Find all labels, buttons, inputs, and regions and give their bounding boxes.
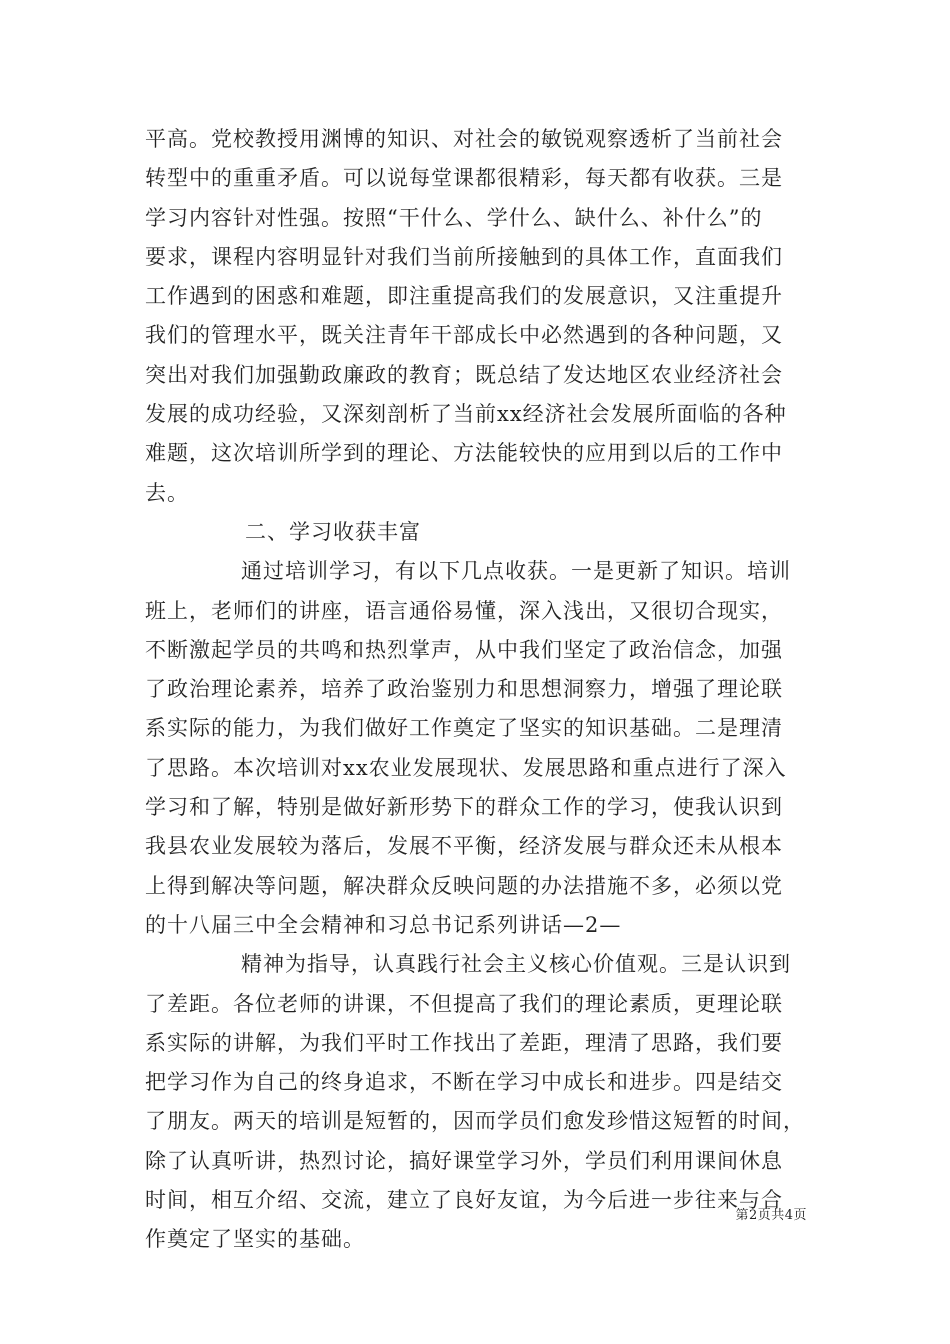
text-line: 我县农业发展较为落后，发展不平衡，经济发展与群众还未从根本 — [145, 834, 783, 859]
text-line: 系实际的能力，为我们做好工作奠定了坚实的知识基础。二是理清 — [145, 716, 783, 741]
text-line: 班上，老师们的讲座，语言通俗易懂，深入浅出，又很切合现实， — [145, 598, 783, 623]
text-line: 发展的成功经验，又深刻剖析了当前xx经济社会发展所面临的各种 — [145, 402, 787, 427]
text-line: 转型中的重重矛盾。可以说每堂课都很精彩，每天都有收获。三是 — [145, 166, 783, 191]
text-line: 我们的管理水平，既关注青年干部成长中必然遇到的各种问题，又 — [145, 323, 783, 348]
page-number: 第2页共4页 — [735, 1208, 807, 1223]
text-line: 把学习作为自己的终身追求，不断在学习中成长和进步。四是结交 — [145, 1070, 783, 1095]
text-line: 上得到解决等问题，解决群众反映问题的办法措施不多，必须以党 — [145, 873, 783, 898]
section-heading: 二、学习收获丰富 — [245, 519, 421, 544]
text-line: 突出对我们加强勤政廉政的教育；既总结了发达地区农业经济社会 — [145, 362, 783, 387]
text-line: 作奠定了坚实的基础。 — [145, 1227, 365, 1252]
text-line: 学习和了解，特别是做好新形势下的群众工作的学习，使我认识到 — [145, 795, 783, 820]
text-line: 学习内容针对性强。按照“干什么、学什么、缺什么、补什么”的 — [145, 205, 763, 230]
text-line: 工作遇到的困惑和难题，即注重提高我们的发展意识，又注重提升 — [145, 284, 783, 309]
text-line: 的十八届三中全会精神和习总书记系列讲话—2— — [145, 912, 622, 937]
text-line: 通过培训学习，有以下几点收获。一是更新了知识。培训 — [241, 559, 791, 584]
text-line: 平高。党校教授用渊博的知识、对社会的敏锐观察透析了当前社会 — [145, 127, 783, 151]
text-line: 了朋友。两天的培训是短暂的，因而学员们愈发珍惜这短暂的时间， — [145, 1109, 805, 1134]
text-line: 去。 — [145, 480, 189, 505]
text-line: 了政治理论素养，培养了政治鉴别力和思想洞察力，增强了理论联 — [145, 677, 783, 702]
text-line: 不断激起学员的共鸣和热烈掌声，从中我们坚定了政治信念，加强 — [145, 637, 783, 662]
text-line: 系实际的讲解，为我们平时工作找出了差距，理清了思路，我们要 — [145, 1030, 783, 1055]
text-line: 除了认真听讲，热烈讨论，搞好课堂学习外，学员们利用课间休息 — [145, 1148, 783, 1173]
text-line: 要求，课程内容明显针对我们当前所接触到的具体工作，直面我们 — [145, 244, 783, 269]
text-line: 精神为指导，认真践行社会主义核心价值观。三是认识到 — [241, 952, 791, 977]
text-line: 了思路。本次培训对xx农业发展现状、发展思路和重点进行了深入 — [145, 755, 787, 780]
body-text — [145, 120, 835, 1260]
text-line: 难题，这次培训所学到的理论、方法能较快的应用到以后的工作中 — [145, 441, 783, 466]
text-line: 时间，相互介绍、交流，建立了良好友谊，为今后进一步往来与合 — [145, 1188, 783, 1213]
text-line: 了差距。各位老师的讲课，不但提高了我们的理论素质，更理论联 — [145, 991, 783, 1016]
